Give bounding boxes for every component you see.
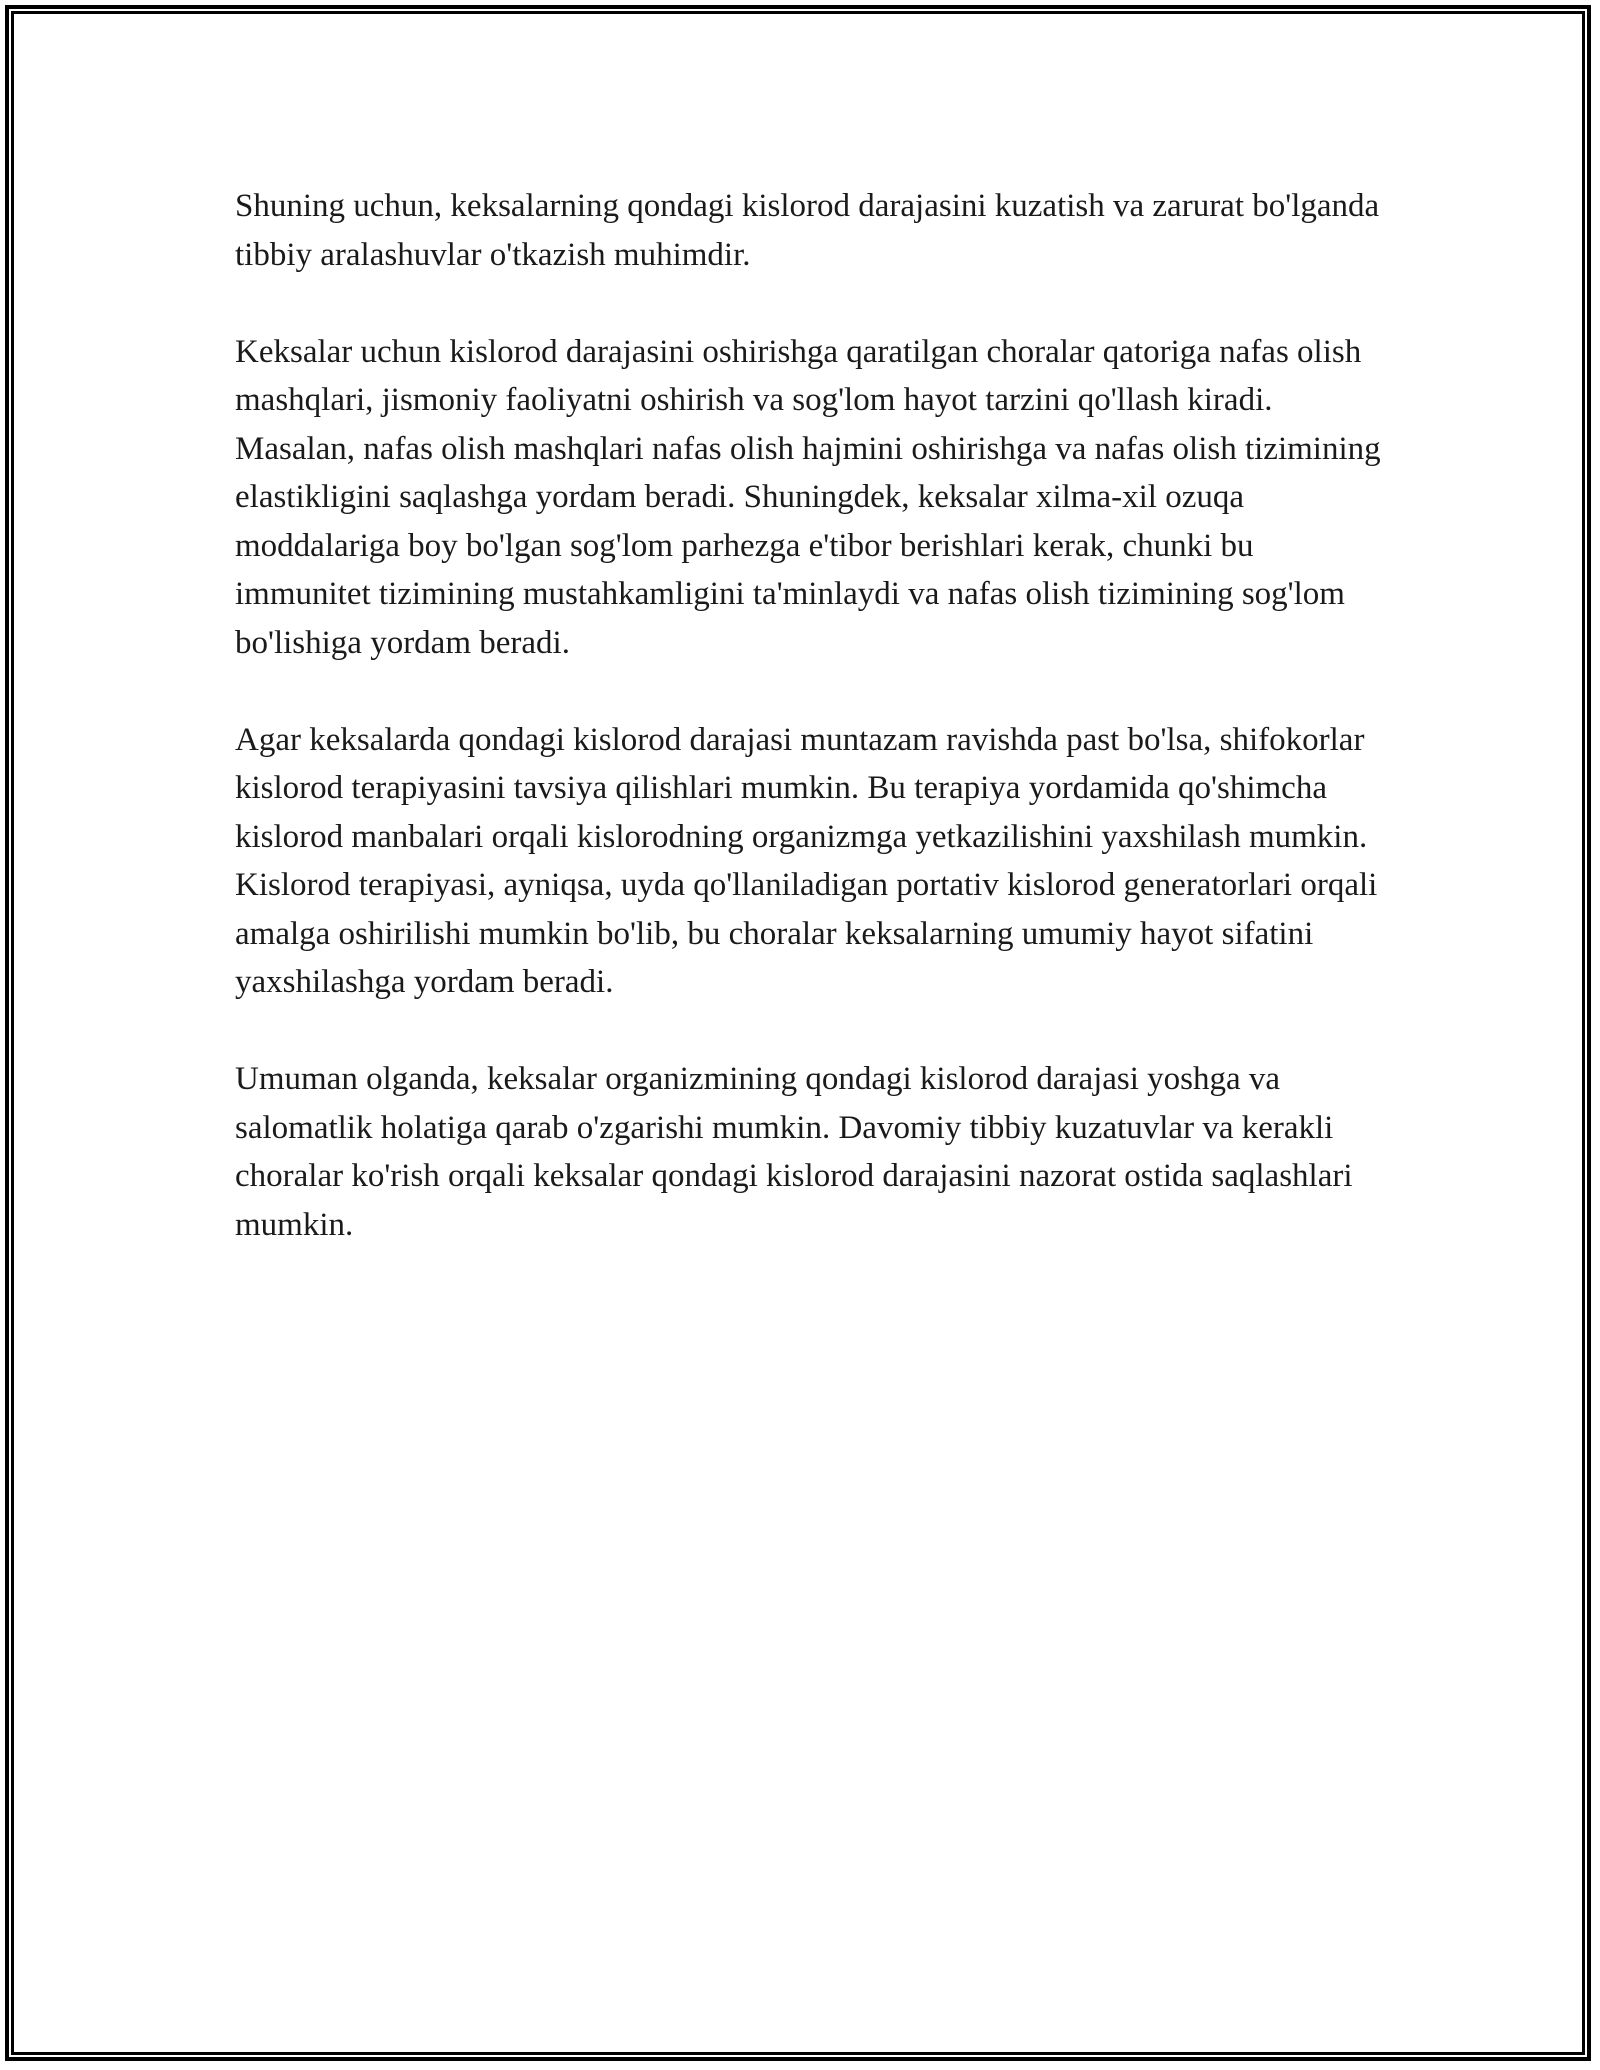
paragraph: Umuman olganda, keksalar organizmining qondagi kislorod darajasi yoshga va salomatlik holatiga qarab o'zgarishi mumkin. Davomiy tibbiy kuzatuvlar va kerakli choralar ko'rish orqali keksalar qondagi kislorod darajasini nazorat ostida saqlashlari mumkin. [235, 1061, 1353, 1243]
paragraph: Shuning uchun, keksalarning qondagi kislorod darajasini kuzatish va zarurat bo'lganda tibbiy aralashuvlar o'tkazish muhimdir. [235, 188, 1380, 273]
document-body [235, 182, 1385, 1298]
paragraph: Keksalar uchun kislorod darajasini oshirishga qaratilgan choralar qatoriga nafas olish mashqlari, jismoniy faoliyatni oshirish va sog'lom hayot tarzini qo'llash kiradi. Masalan, nafas olish mashqlari nafas olish hajmini oshirishga va nafas olish tizimining elastikligini saqlashga yordam beradi. Shuningdek, keksalar xilma-xil ozuqa moddalariga boy bo'lgan sog'lom parhezga e'tibor berishlari kerak, chunki bu immunitet tizimining mustahkamligini ta'minlaydi va nafas olish tizimining sog'lom bo'lishiga yordam beradi. [235, 333, 1381, 661]
paragraph: Agar keksalarda qondagi kislorod darajasi muntazam ravishda past bo'lsa, shifokorlar kislorod terapiyasini tavsiya qilishlari mumkin. Bu terapiya yordamida qo'shimcha kislorod manbalari orqali kislorodning organizmga yetkazilishini yaxshilash mumkin. Kislorod terapiyasi, ayniqsa, uyda qo'llaniladigan portativ kislorod generatorlari orqali amalga oshirilishi mumkin bo'lib, bu choralar keksalarning umumiy hayot sifatini yaxshilashga yordam beradi. [235, 721, 1378, 1000]
